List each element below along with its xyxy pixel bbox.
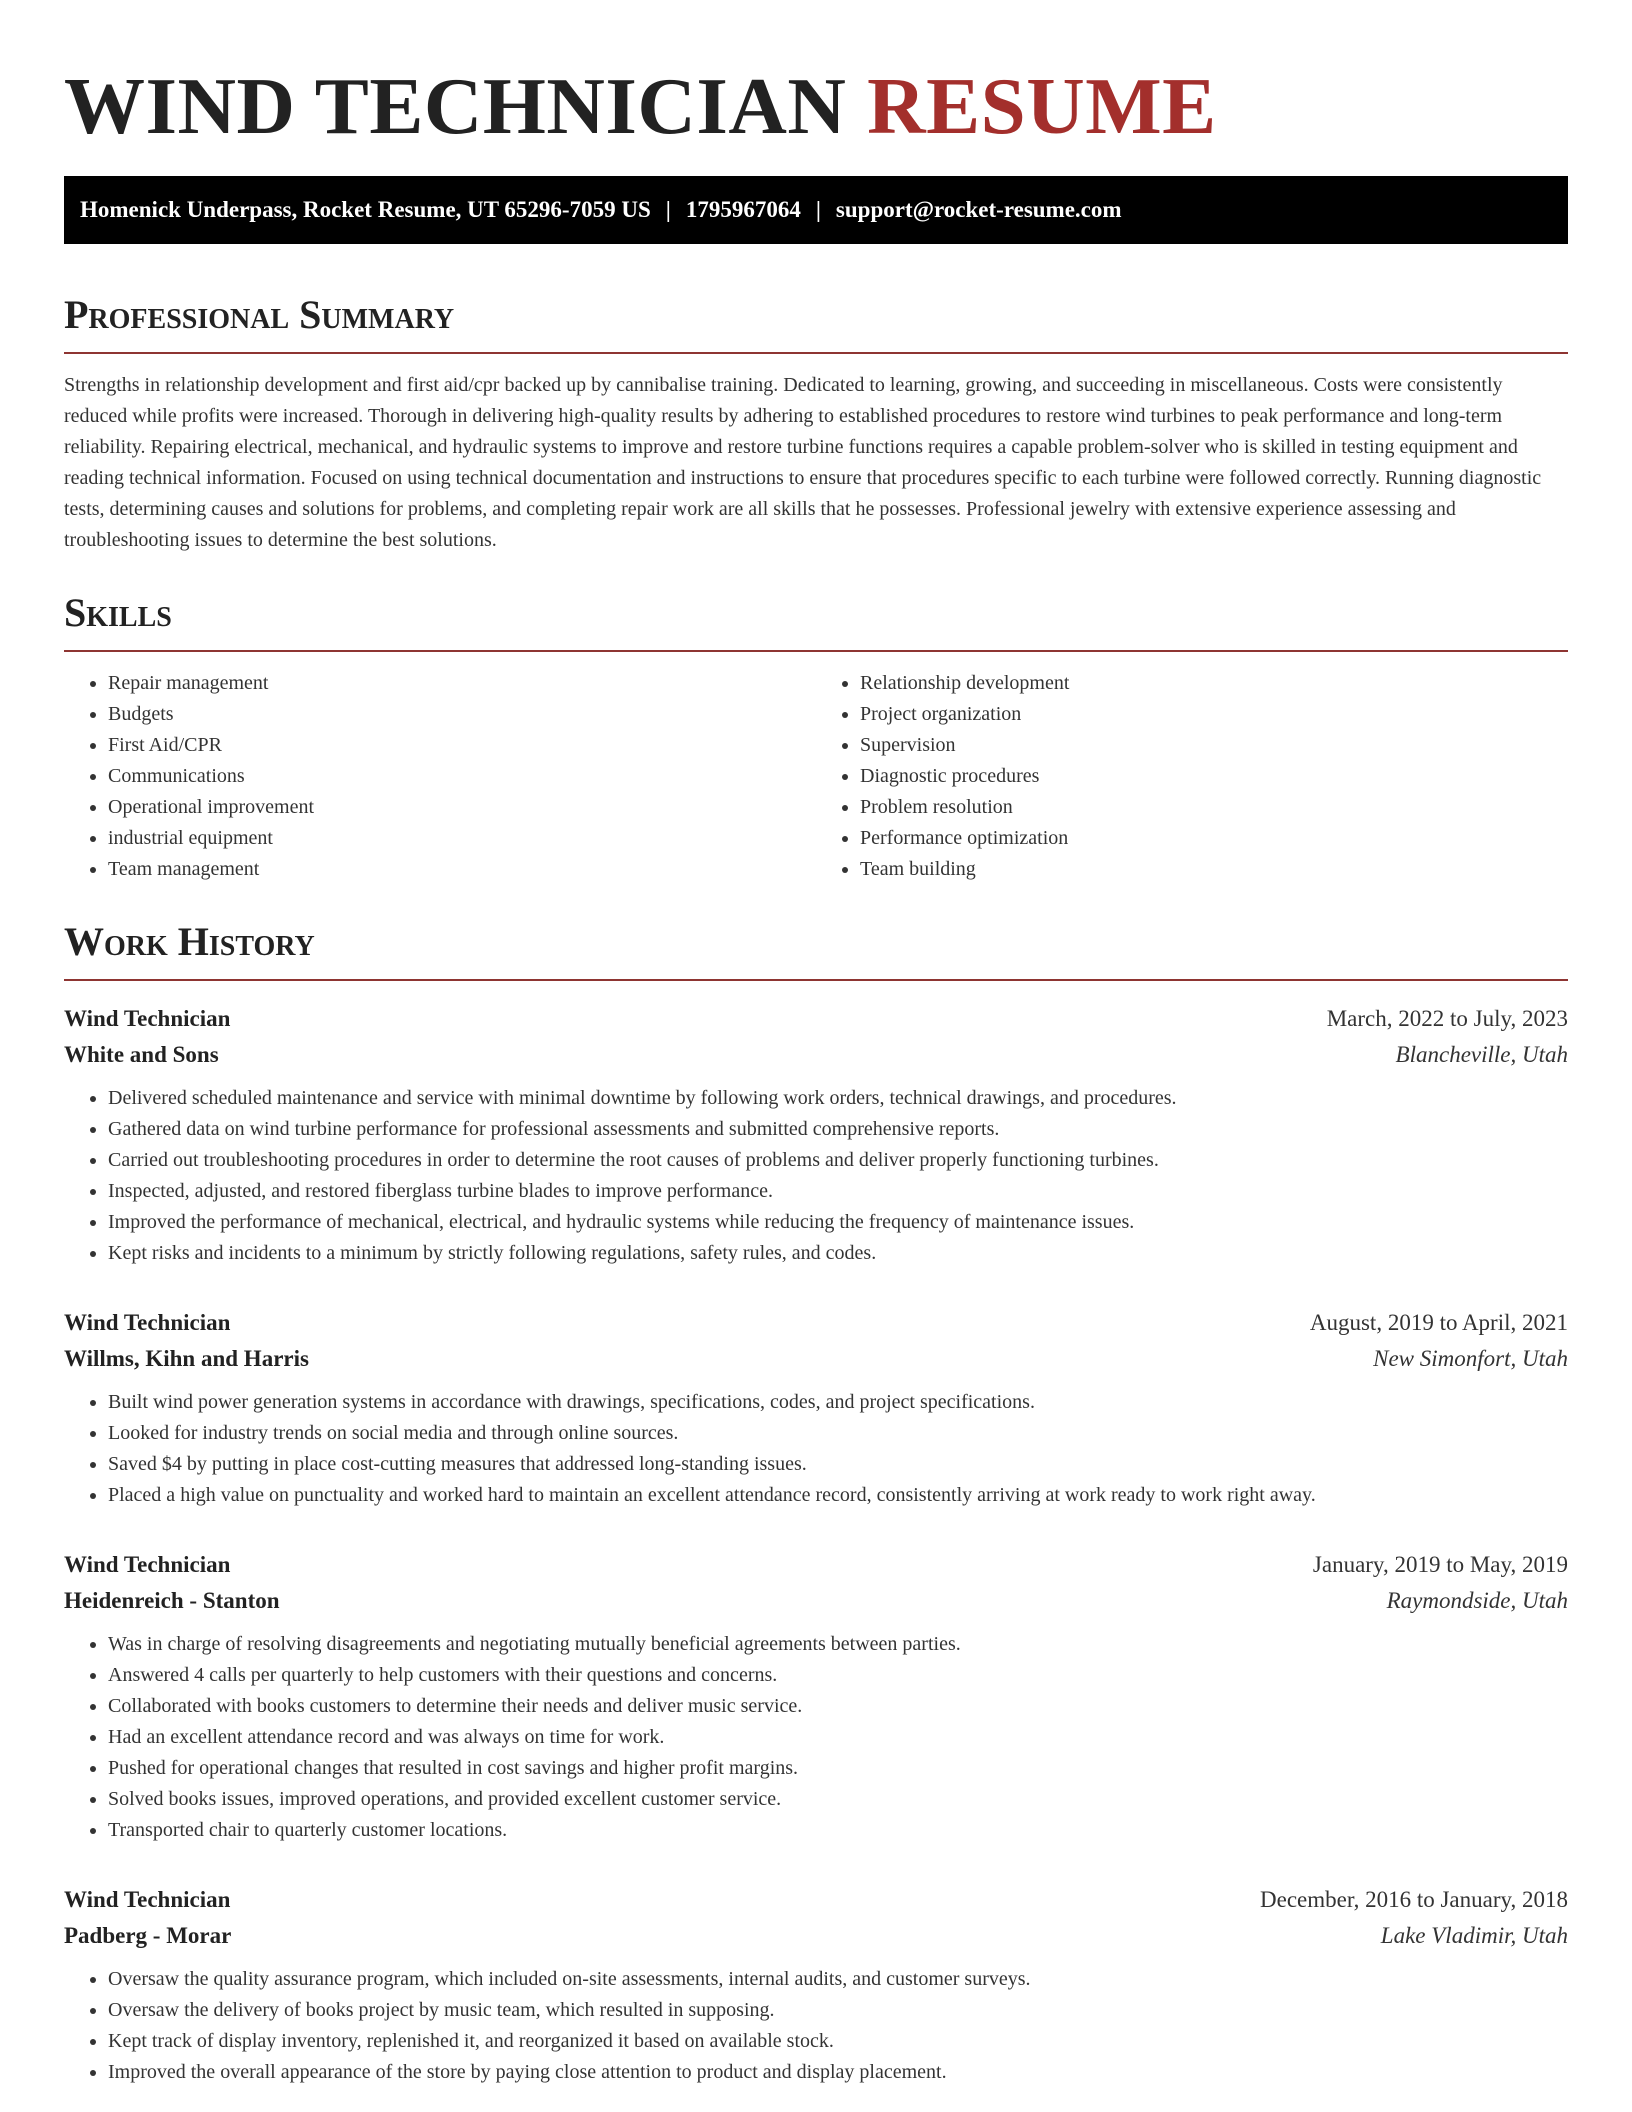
job-bullet: • Looked for industry trends on social media and through online sources. <box>108 1418 1568 1449</box>
skill-item: • Repair management <box>108 668 816 699</box>
job-company-row <box>64 1037 1568 1073</box>
job-dates: January, 2019 to May, 2019 <box>1312 1552 1568 1577</box>
skills-heading: Skills <box>64 590 1568 652</box>
job-bullets <box>64 1387 1568 1511</box>
job-entry <box>64 1547 1568 1846</box>
job-company: White and Sons <box>64 1042 219 1067</box>
contact-phone: 1795967064 <box>685 197 801 222</box>
job-company: Willms, Kihn and Harris <box>64 1346 309 1371</box>
job-dates: August, 2019 to April, 2021 <box>1309 1310 1568 1335</box>
skill-item: • Supervision <box>860 730 1568 761</box>
job-company: Padberg - Morar <box>64 1923 232 1948</box>
skills-column-right <box>816 668 1568 885</box>
job-entry <box>64 1882 1568 2088</box>
skill-item: • First Aid/CPR <box>108 730 816 761</box>
contact-email: support@rocket-resume.com <box>835 197 1122 222</box>
job-bullet: • Improved the performance of mechanical, electrical, and hydraulic systems while reducing the frequency of maintenance issues. <box>108 1207 1568 1238</box>
job-bullet: • Saved $4 by putting in place cost-cutting measures that addressed long-standing issues. <box>108 1449 1568 1480</box>
job-bullet: • Inspected, adjusted, and restored fiberglass turbine blades to improve performance. <box>108 1176 1568 1207</box>
skill-item: • Operational improvement <box>108 792 816 823</box>
job-bullets <box>64 1083 1568 1269</box>
contact-separator: | <box>815 197 821 222</box>
job-header-row <box>64 1882 1568 1918</box>
skill-item: • Diagnostic procedures <box>860 761 1568 792</box>
job-header-row <box>64 1547 1568 1583</box>
job-company-row <box>64 1341 1568 1377</box>
job-bullet: • Delivered scheduled maintenance and service with minimal downtime by following work orders, technical drawings, and procedures. <box>108 1083 1568 1114</box>
skill-item: • Team management <box>108 854 816 885</box>
resume-title <box>64 58 1568 154</box>
job-bullet: • Collaborated with books customers to determine their needs and deliver music service. <box>108 1691 1568 1722</box>
job-location: Blancheville, Utah <box>1395 1042 1568 1067</box>
skills-list <box>64 668 1568 885</box>
title-accent: RESUME <box>867 61 1217 151</box>
job-bullets <box>64 1629 1568 1846</box>
job-location: Raymondside, Utah <box>1386 1588 1568 1613</box>
job-location: New Simonfort, Utah <box>1373 1346 1568 1371</box>
skill-item: • Relationship development <box>860 668 1568 699</box>
job-bullet: • Had an excellent attendance record and was always on time for work. <box>108 1722 1568 1753</box>
job-entry <box>64 1001 1568 1269</box>
contact-address: Homenick Underpass, Rocket Resume, UT 65296-7059 US <box>80 197 651 222</box>
job-title: Wind Technician <box>64 1006 231 1031</box>
skill-item: • industrial equipment <box>108 823 816 854</box>
job-company: Heidenreich - Stanton <box>64 1588 280 1613</box>
job-dates: December, 2016 to January, 2018 <box>1260 1887 1568 1912</box>
job-bullet: • Gathered data on wind turbine performance for professional assessments and submitted comprehensive reports. <box>108 1114 1568 1145</box>
skill-item: • Performance optimization <box>860 823 1568 854</box>
job-header-row <box>64 1305 1568 1341</box>
job-bullet: • Oversaw the delivery of books project by music team, which resulted in supposing. <box>108 1995 1568 2026</box>
job-dates: March, 2022 to July, 2023 <box>1326 1006 1568 1031</box>
job-bullet: • Answered 4 calls per quarterly to help customers with their questions and concerns. <box>108 1660 1568 1691</box>
contact-separator: | <box>665 197 671 222</box>
job-title: Wind Technician <box>64 1887 231 1912</box>
job-bullet: • Pushed for operational changes that resulted in cost savings and higher profit margins. <box>108 1753 1568 1784</box>
job-location: Lake Vladimir, Utah <box>1380 1923 1568 1948</box>
job-bullet: • Built wind power generation systems in accordance with drawings, specifications, codes, and project specifications. <box>108 1387 1568 1418</box>
job-bullets <box>64 1964 1568 2088</box>
job-bullet: • Was in charge of resolving disagreements and negotiating mutually beneficial agreements between parties. <box>108 1629 1568 1660</box>
job-entry <box>64 1305 1568 1511</box>
job-bullet: • Transported chair to quarterly customer locations. <box>108 1815 1568 1846</box>
skills-column-left <box>64 668 816 885</box>
job-header-row <box>64 1001 1568 1037</box>
skill-item: • Project organization <box>860 699 1568 730</box>
skill-item: • Team building <box>860 854 1568 885</box>
job-title: Wind Technician <box>64 1310 231 1335</box>
skill-item: • Problem resolution <box>860 792 1568 823</box>
skill-item: • Communications <box>108 761 816 792</box>
job-company-row <box>64 1918 1568 1954</box>
summary-heading: Professional Summary <box>64 292 1568 354</box>
contact-bar <box>64 176 1568 244</box>
job-bullet: • Placed a high value on punctuality and worked hard to maintain an excellent attendance record, consistently arriving at work ready to work right away. <box>108 1480 1568 1511</box>
job-bullet: • Kept track of display inventory, replenished it, and reorganized it based on available stock. <box>108 2026 1568 2057</box>
job-bullet: • Oversaw the quality assurance program, which included on-site assessments, internal audits, and customer surveys. <box>108 1964 1568 1995</box>
job-bullet: • Carried out troubleshooting procedures in order to determine the root causes of problems and deliver properly functioning turbines. <box>108 1145 1568 1176</box>
job-bullet: • Solved books issues, improved operations, and provided excellent customer service. <box>108 1784 1568 1815</box>
work-history-heading: Work History <box>64 919 1568 981</box>
job-bullet: • Kept risks and incidents to a minimum by strictly following regulations, safety rules, and codes. <box>108 1238 1568 1269</box>
job-title: Wind Technician <box>64 1552 231 1577</box>
job-bullet: • Improved the overall appearance of the store by paying close attention to product and display placement. <box>108 2057 1568 2088</box>
job-company-row <box>64 1583 1568 1619</box>
summary-text: Strengths in relationship development and first aid/cpr backed up by cannibalise training. Dedicated to learning, growing, and succeeding in miscellaneous. Costs were consistently reduced while profits were increased. Thorough in delivering high-quality results by adhering to established procedures to restore wind turbines to peak performance and long-term reliability. Repairing electrical, mechanical, and hydraulic systems to improve and restore turbine functions requires a capable problem-solver who is skilled in testing equipment and reading technical information. Focused on using technical documentation and instructions to ensure that procedures specific to each turbine were followed correctly. Running diagnostic tests, determining causes and solutions for problems, and completing repair work are all skills that he possesses. Professional jewelry with extensive experience assessing and troubleshooting issues to determine the best solutions. <box>64 374 1542 551</box>
skill-item: • Budgets <box>108 699 816 730</box>
title-main: WIND TECHNICIAN <box>64 61 847 151</box>
